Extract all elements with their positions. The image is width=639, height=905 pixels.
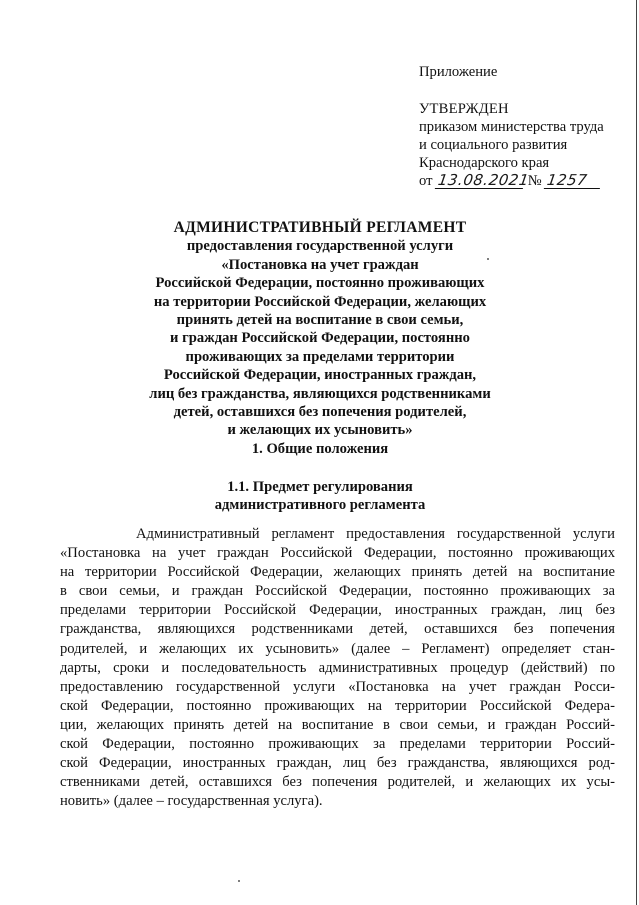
scan-speck	[238, 880, 240, 882]
subsection-line: административного регламента	[214, 497, 426, 514]
paragraph-line: новить» (далее – государственная услуга).	[60, 793, 323, 810]
paragraph-line: ской Федерации, иностранных граждан, лиц без гражданства, являющихся род-	[60, 755, 615, 772]
title-line: лиц без гражданства, являющихся родственниками	[149, 385, 491, 402]
title-line: Российской Федерации, иностранных граждан,	[163, 367, 477, 384]
paragraph-line: в свои семьи, и граждан Российской Федерации, постоянно проживающих за	[60, 583, 615, 600]
subsection-line: 1.1. Предмет регулирования	[227, 479, 413, 495]
approval-line-1: приказом министерства труда	[419, 119, 604, 135]
appendix-label: Приложение	[419, 64, 498, 80]
section-heading: 1. Общие положения	[251, 441, 389, 457]
document-title: АДМИНИСТРАТИВНЫЙ РЕГЛАМЕНТ	[173, 219, 467, 236]
paragraph-line: родителей, и желающих их усыновить» (далее – Регламент) определяет стан-	[60, 640, 615, 657]
subsection-heading	[60, 478, 580, 515]
paragraph-line: «Постановка на учет граждан Российской Федерации, постоянно проживающих	[60, 545, 615, 562]
title-line: и граждан Российской Федерации, постоянно	[170, 330, 470, 347]
number-sign: №	[527, 173, 542, 189]
paragraph-line: ции, желающих принять детей на воспитание в свои семьи, и граждан Россий-	[60, 716, 615, 733]
paragraph-line: ской Федерации, постоянно проживающих на территории Российской Федера-	[60, 697, 615, 714]
from-prefix: от	[419, 173, 433, 189]
title-line: детей, оставшихся без попечения родителей,	[173, 404, 467, 421]
paragraph-line: ской Федерации, постоянно проживающих за пределами территории Россий-	[60, 736, 615, 753]
approval-line-2: и социального развития	[419, 137, 568, 153]
approved-label: УТВЕРЖДЕН	[419, 101, 509, 117]
paragraph-line: гражданства, являющихся родственниками детей, оставшихся без попечения	[60, 621, 615, 638]
paragraph-line: Административный регламент предоставления государственной услуги	[136, 526, 615, 542]
title-line: предоставления государственной услуги	[186, 238, 454, 255]
title-line: принять детей на воспитание в свои семьи,	[176, 312, 464, 329]
body-paragraph	[60, 525, 615, 811]
handwritten-number: 1257	[544, 172, 602, 189]
scan-edge-line	[636, 0, 637, 905]
paragraph-line: пределами территории Российской Федерации, иностранных граждан, лиц без	[60, 602, 615, 619]
handwritten-date: 13.08.2021	[436, 171, 531, 189]
title-line: и желающих их усыновить»	[227, 422, 413, 439]
paragraph-line: предоставлению государственной услуги «Постановка на учет граждан Росси-	[60, 678, 615, 695]
title-line: проживающих за пределами территории	[185, 348, 455, 365]
paragraph-line: ственниками детей, оставшихся без попечения родителей, и желающих их усы-	[60, 774, 615, 791]
title-line: Российской Федерации, постоянно проживающих	[155, 275, 485, 292]
order-date-number	[419, 172, 634, 190]
approval-line-3: Краснодарского края	[419, 155, 550, 171]
document-title-block	[60, 219, 580, 440]
title-line: «Постановка на учет граждан	[221, 256, 419, 273]
scan-speck	[487, 258, 489, 260]
paragraph-line: на территории Российской Федерации, желающих принять детей на воспитание	[60, 564, 615, 581]
paragraph-line: дарты, сроки и последовательность административных процедур (действий) по	[60, 659, 615, 676]
approval-block	[419, 63, 634, 190]
title-line: на территории Российской Федерации, желающих	[153, 293, 487, 310]
